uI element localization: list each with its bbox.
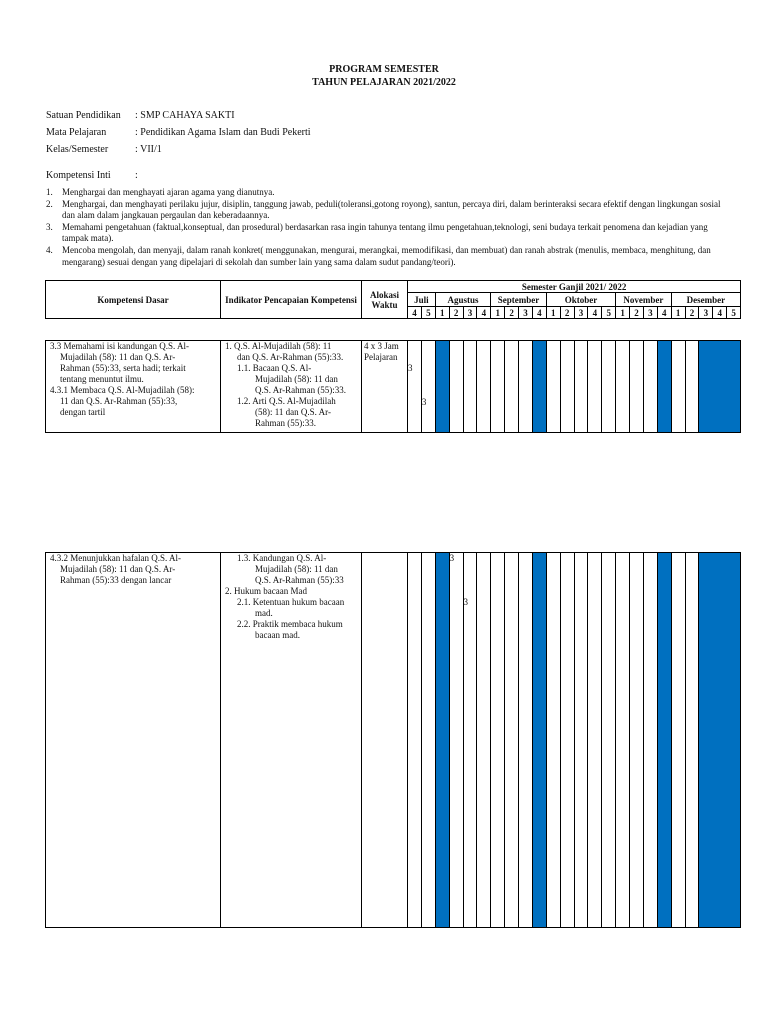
ki-num: 1. xyxy=(46,187,53,197)
holiday-week xyxy=(435,341,449,433)
ipk-line: Q.S. Ar-Rahman (55):33. xyxy=(255,385,347,395)
kd-line: 3.3 Memahami isi kandungan Q.S. Al- xyxy=(50,341,189,351)
week-cell xyxy=(602,341,616,433)
col-kompetensi-dasar: Kompetensi Dasar xyxy=(46,281,221,319)
week-number: 3 xyxy=(519,307,533,319)
week-number: 5 xyxy=(602,307,616,319)
week-cell xyxy=(560,341,574,433)
schedule-row-1 xyxy=(45,340,741,433)
week-number: 2 xyxy=(685,307,699,319)
ki-num: 3. xyxy=(46,221,53,232)
schedule-header-table xyxy=(45,280,741,319)
week-cell xyxy=(630,341,644,433)
ipk-line: dan Q.S. Ar-Rahman (55):33. xyxy=(237,352,344,362)
week-number: 3 xyxy=(643,307,657,319)
holiday-week xyxy=(532,341,546,433)
week-cell xyxy=(491,341,505,433)
week-number: 3 xyxy=(699,307,713,319)
week-number: 2 xyxy=(505,307,519,319)
page-title: PROGRAM SEMESTER xyxy=(329,64,439,75)
week-cell xyxy=(574,553,588,928)
week-cell xyxy=(408,553,422,928)
kd-line: dengan tartil xyxy=(60,407,106,417)
week-number: 3 xyxy=(463,307,477,319)
week-cell xyxy=(463,341,477,433)
week-number: 1 xyxy=(546,307,560,319)
kd-line: Mujadilah (58): 11 dan Q.S. Ar- xyxy=(60,564,176,574)
kd-line: 11 dan Q.S. Ar-Rahman (55):33, xyxy=(60,396,178,406)
ipk-line: mad. xyxy=(255,608,273,618)
week-cell xyxy=(616,341,630,433)
ipk-line: 2.1. Ketentuan hukum bacaan xyxy=(237,597,345,607)
week-cell xyxy=(505,553,519,928)
ipk-line: (58): 11 dan Q.S. Ar- xyxy=(255,407,331,417)
week-cell xyxy=(449,553,463,928)
week-number: 2 xyxy=(560,307,574,319)
holiday-week xyxy=(657,341,671,433)
ki-colon: : xyxy=(135,170,138,181)
ki-text: Menghargai dan menghayati ajaran agama yang dianutnya. xyxy=(62,187,275,197)
week-cell xyxy=(643,341,657,433)
ipk-line: 1.2. Arti Q.S. Al-Mujadilah xyxy=(237,396,336,406)
week-cell xyxy=(671,553,685,928)
week-cell xyxy=(491,553,505,928)
week-number: 1 xyxy=(671,307,685,319)
hours-mark: 3 xyxy=(463,597,468,607)
ki-list xyxy=(46,187,726,268)
holiday-block xyxy=(699,553,741,928)
kd-cell xyxy=(46,553,221,928)
kd-line: tentang menuntut ilmu. xyxy=(60,374,144,384)
ipk-line: 1.3. Kandungan Q.S. Al- xyxy=(237,553,327,563)
ipk-line: bacaan mad. xyxy=(255,630,300,640)
week-cell xyxy=(505,341,519,433)
ki-label: Kompetensi Inti xyxy=(46,170,111,181)
week-number: 4 xyxy=(588,307,602,319)
week-number: 5 xyxy=(421,307,435,319)
week-number: 3 xyxy=(574,307,588,319)
week-number: 4 xyxy=(657,307,671,319)
ki-heading xyxy=(46,170,138,181)
month-desember: Desember xyxy=(671,293,741,307)
alokasi-cell: 4 x 3 Jam Pelajaran xyxy=(362,341,408,433)
week-cell xyxy=(616,553,630,928)
week-number: 1 xyxy=(616,307,630,319)
week-number: 2 xyxy=(630,307,644,319)
week-number: 5 xyxy=(727,307,741,319)
kd-cell xyxy=(46,341,221,433)
week-number: 4 xyxy=(408,307,422,319)
holiday-block xyxy=(699,341,741,433)
week-cell xyxy=(477,553,491,928)
holiday-week xyxy=(532,553,546,928)
week-cell xyxy=(574,341,588,433)
week-number: 4 xyxy=(713,307,727,319)
week-cell xyxy=(560,553,574,928)
holiday-week xyxy=(657,553,671,928)
ki-num: 2. xyxy=(46,198,53,209)
kd-line: 4.3.1 Membaca Q.S. Al-Mujadilah (58): xyxy=(50,385,195,395)
week-cell xyxy=(602,553,616,928)
ipk-line: Q.S. Ar-Rahman (55):33 xyxy=(255,575,344,585)
week-cell xyxy=(421,341,435,433)
kd-line: Rahman (55):33 dengan lancar xyxy=(60,575,172,585)
week-cell xyxy=(463,553,477,928)
week-cell xyxy=(685,341,699,433)
kd-line: 4.3.2 Menunjukkan hafalan Q.S. Al- xyxy=(50,553,181,563)
week-number: 1 xyxy=(435,307,449,319)
col-alokasi: Alokasi Waktu xyxy=(362,281,408,319)
week-cell xyxy=(519,341,533,433)
month-oktober: Oktober xyxy=(546,293,615,307)
month-september: September xyxy=(491,293,547,307)
week-cell xyxy=(477,341,491,433)
week-cell xyxy=(588,341,602,433)
ki-item xyxy=(46,187,726,199)
week-cell xyxy=(449,341,463,433)
ipk-line: Rahman (55):33. xyxy=(255,418,316,428)
ipk-cell xyxy=(221,341,362,433)
week-number: 4 xyxy=(477,307,491,319)
week-cell xyxy=(421,553,435,928)
page-subtitle: TAHUN PELAJARAN 2021/2022 xyxy=(312,77,456,88)
kd-line: Rahman (55):33, serta hadi; terkait xyxy=(60,363,186,373)
ipk-line: 2.2. Praktik membaca hukum xyxy=(237,619,343,629)
col-indikator: Indikator Pencapaian Kompetensi xyxy=(221,281,362,319)
ki-item xyxy=(46,245,726,268)
ipk-line: 2. Hukum bacaan Mad xyxy=(225,586,307,596)
week-number: 2 xyxy=(449,307,463,319)
week-cell xyxy=(630,553,644,928)
alokasi-cell xyxy=(362,553,408,928)
ki-item xyxy=(46,199,726,222)
hours-mark: 3 xyxy=(449,553,455,563)
ki-text: Memahami pengetahuan (faktual,konseptual, dan prosedural) berdasarkan rasa ingin tahunya tentang ilmu pengetahuan,teknologi, seni budaya terkait penomena dan kejadian yang tampak mata). xyxy=(62,221,708,244)
week-cell xyxy=(546,341,560,433)
month-november: November xyxy=(616,293,672,307)
info-value: : SMP CAHAYA SAKTI xyxy=(135,110,235,121)
week-cell xyxy=(588,553,602,928)
info-label: Kelas/Semester xyxy=(46,144,109,155)
week-cell xyxy=(671,341,685,433)
week-cell xyxy=(685,553,699,928)
ki-text: Menghargai, dan menghayati perilaku jujur, disiplin, tanggung jawab, peduli(toleransi,gotong royong), santun, percaya diri, dalam berinteraksi secara efektif dengan lingkungan sosial dan alam dalam jangkauan pergaulan dan keberadaannya. xyxy=(62,198,721,221)
kd-line: Mujadilah (58): 11 dan Q.S. Ar- xyxy=(60,352,176,362)
ipk-line: 1.1. Bacaan Q.S. Al- xyxy=(237,363,312,373)
info-value: : Pendidikan Agama Islam dan Budi Pekerti xyxy=(135,127,311,138)
info-label: Satuan Pendidikan xyxy=(46,110,121,121)
week-number: 4 xyxy=(532,307,546,319)
holiday-week xyxy=(435,553,449,928)
semester-heading: Semester Ganjil 2021/ 2022 xyxy=(408,281,741,293)
ipk-line: 1. Q.S. Al-Mujadilah (58): 11 xyxy=(225,341,332,351)
ki-num: 4. xyxy=(46,244,53,255)
week-number: 1 xyxy=(491,307,505,319)
week-cell xyxy=(643,553,657,928)
hours-mark: 3 xyxy=(408,363,413,373)
schedule-row-2 xyxy=(45,552,741,928)
month-agustus: Agustus xyxy=(435,293,491,307)
week-cell xyxy=(546,553,560,928)
week-cell xyxy=(519,553,533,928)
info-label: Mata Pelajaran xyxy=(46,127,107,138)
ki-text: Mencoba mengolah, dan menyaji, dalam ranah konkret( menggunakan, mengurai, merangkai, memodifikasi, dan membuat) dan ranah abstrak (menulis, membaca, menghitung, dan mengarang) sesuai dengan yang dipelajari di sekolah dan sumber lain yang sama dalam sudut pandang/teori). xyxy=(62,244,711,267)
info-value: : VII/1 xyxy=(135,144,162,155)
ipk-cell xyxy=(221,553,362,928)
hours-mark: 3 xyxy=(421,397,427,407)
week-cell xyxy=(408,341,422,433)
ipk-line: Mujadilah (58): 11 dan xyxy=(255,374,338,384)
ipk-line: Mujadilah (58): 11 dan xyxy=(255,564,338,574)
month-juli: Juli xyxy=(408,293,436,307)
ki-item xyxy=(46,222,726,245)
